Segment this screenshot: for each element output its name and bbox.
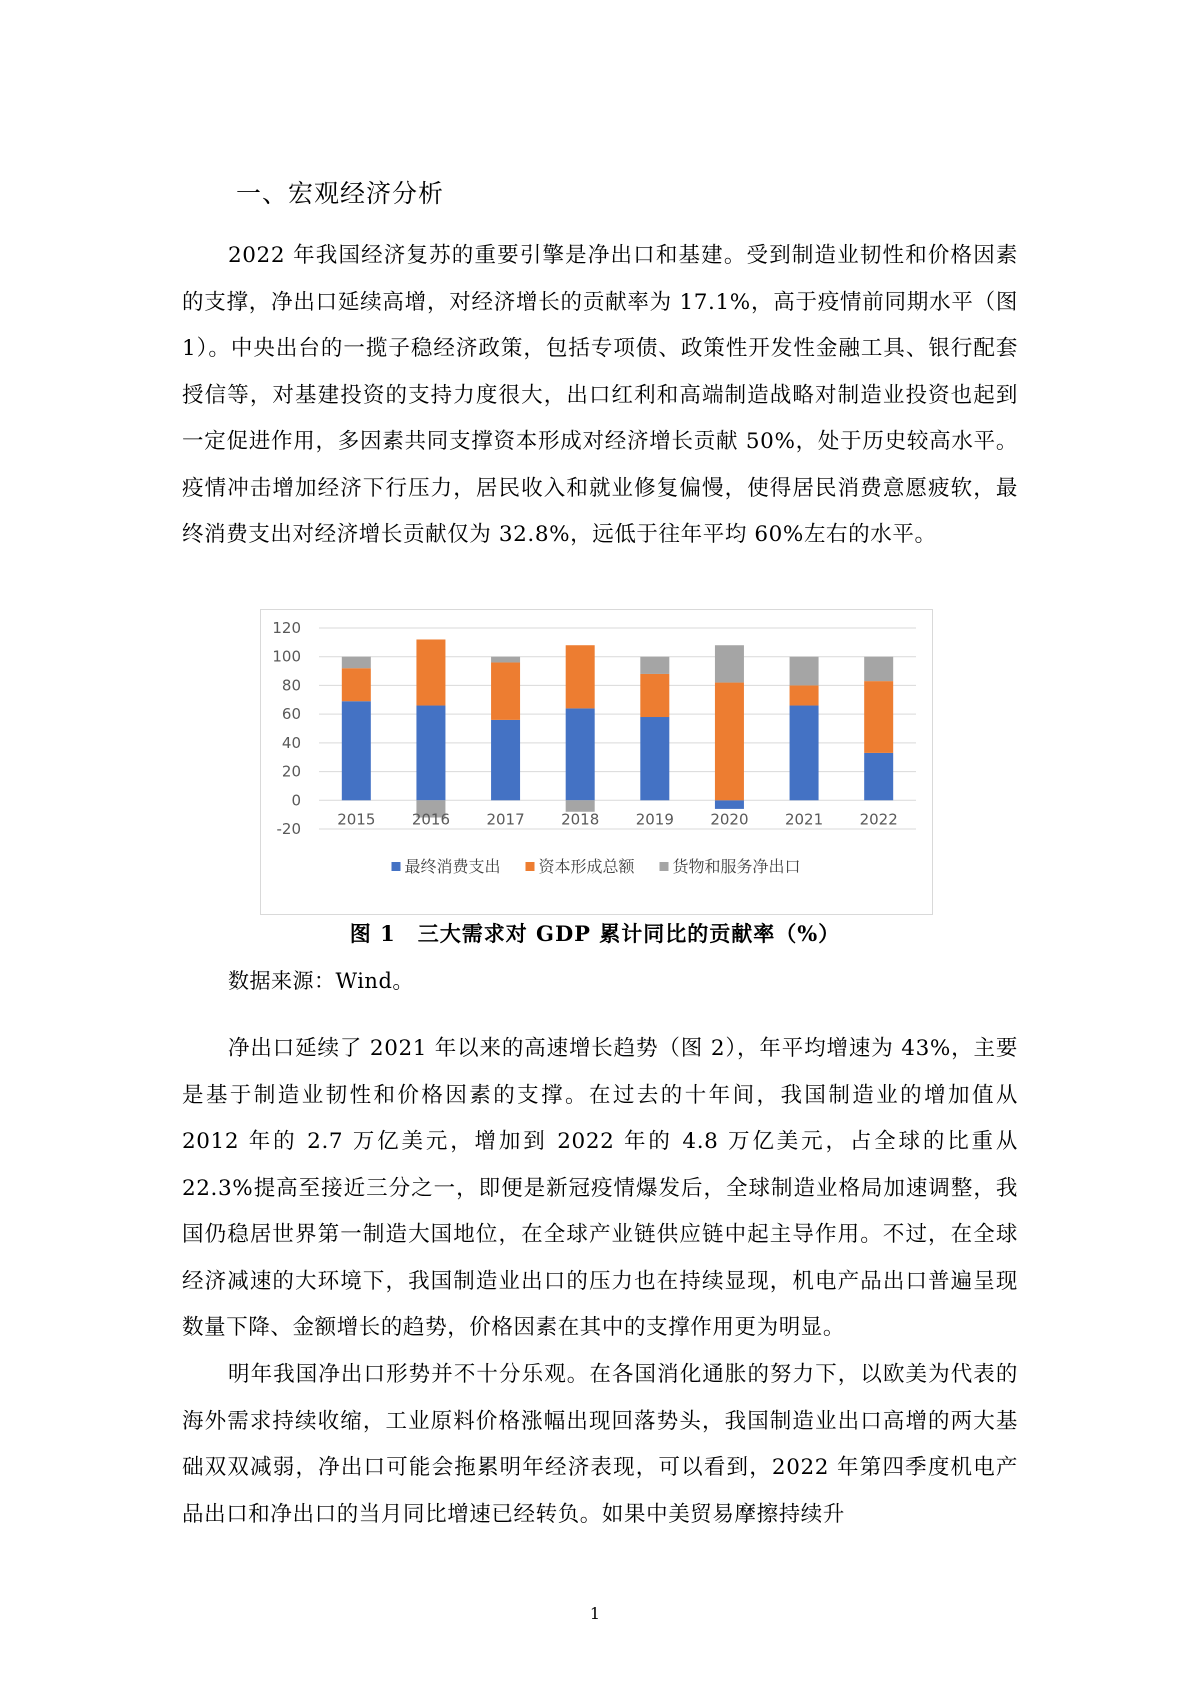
legend-swatch <box>526 862 535 871</box>
y-tick-label: 80 <box>281 676 301 695</box>
bar-最终消费支出-2020 <box>715 800 744 809</box>
paragraph-3: 明年我国净出口形势并不十分乐观。在各国消化通胀的努力下，以欧美为代表的海外需求持续收缩，工业原料价格涨幅出现回落势头，我国制造业出口高增的两大基础双双减弱，净出口可能会拖累明年经济表现，可以看到，2022 年第四季度机电产品出口和净出口的当月同比增速已经转负。如果中美贸易摩擦持续升 <box>182 1362 1018 1527</box>
legend-label: 最终消费支出 <box>404 857 501 876</box>
legend-label: 资本形成总额 <box>538 857 635 876</box>
y-tick-label: -20 <box>276 820 301 838</box>
paragraph-1: 2022 年我国经济复苏的重要引擎是净出口和基建。受到制造业韧性和价格因素的支撑，净出口延续高增，对经济增长的贡献率为 17.1%，高于疫情前同期水平（图 1）。中央出台的一揽子稳经济政策，包括专项债、政策性开发性金融工具、银行配套授信等，对基建投资的支持力度很大，出口红利和高端制造战略对制造业投资也起到一定促进作用，多因素共同支撑资本形成对经济增长贡献 50%，处于历史较高水平。疫情冲击增加经济下行压力，居民收入和就业修复偏慢，使得居民消费意愿疲软，最终消费支出对经济增长贡献仅为 32.8%，远低于往年平均 60%左右的水平。 <box>182 243 1018 547</box>
bar-货物和服务净出口-2021 <box>790 657 819 686</box>
bar-货物和服务净出口-2017 <box>491 657 520 663</box>
figure-caption: 图 1 三大需求对 GDP 累计同比的贡献率（%） <box>349 921 841 946</box>
bar-最终消费支出-2019 <box>640 717 669 800</box>
bar-资本形成总额-2020 <box>715 683 744 801</box>
chart-svg <box>261 610 932 914</box>
y-tick-label: 120 <box>272 619 301 637</box>
bar-最终消费支出-2016 <box>416 706 445 801</box>
bar-最终消费支出-2015 <box>342 701 371 800</box>
x-tick-label: 2015 <box>337 810 376 829</box>
data-source: 数据来源：Wind。 <box>228 969 414 993</box>
bar-资本形成总额-2015 <box>342 668 371 701</box>
y-tick-label: 0 <box>291 791 301 810</box>
bar-货物和服务净出口-2015 <box>342 657 371 668</box>
x-tick-label: 2020 <box>710 810 749 829</box>
x-tick-label: 2018 <box>561 810 600 829</box>
paragraph-2: 净出口延续了 2021 年以来的高速增长趋势（图 2），年平均增速为 43%，主要是基于制造业韧性和价格因素的支撑。在过去的十年间，我国制造业的增加值从 2012 年的 2.7 万亿美元，增加到 2022 年的 4.8 万亿美元，占全球的比重从 22.3%提高至接近三分之一，即便是新冠疫情爆发后，全球制造业格局加速调整，我国仍稳居世界第一制造大国地位，在全球产业链供应链中起主导作用。不过，在全球经济减速的大环境下，我国制造业出口的压力也在持续显现，机电产品出口普遍呈现数量下降、金额增长的趋势，价格因素在其中的支撑作用更为明显。 <box>182 1036 1018 1340</box>
gdp-contribution-chart <box>260 609 933 915</box>
bar-资本形成总额-2017 <box>491 662 520 719</box>
x-tick-label: 2017 <box>486 810 525 829</box>
bar-最终消费支出-2017 <box>491 720 520 800</box>
bar-货物和服务净出口-2020 <box>715 645 744 682</box>
bar-资本形成总额-2018 <box>566 645 595 708</box>
legend-label: 货物和服务净出口 <box>672 857 801 876</box>
bar-资本形成总额-2016 <box>416 639 445 705</box>
bar-资本形成总额-2022 <box>864 681 893 753</box>
y-tick-label: 40 <box>281 733 301 752</box>
x-tick-label: 2022 <box>859 810 898 829</box>
y-tick-label: 20 <box>281 762 301 781</box>
x-tick-label: 2019 <box>635 810 674 829</box>
legend-swatch <box>392 862 401 871</box>
bar-货物和服务净出口-2019 <box>640 657 669 674</box>
x-tick-label: 2016 <box>411 810 451 829</box>
bar-最终消费支出-2021 <box>790 706 819 801</box>
bar-资本形成总额-2021 <box>790 685 819 705</box>
bar-最终消费支出-2018 <box>566 708 595 800</box>
bar-货物和服务净出口-2022 <box>864 657 893 681</box>
page-number: 1 <box>589 1604 601 1623</box>
y-tick-label: 60 <box>281 705 301 724</box>
section-title: 一、宏观经济分析 <box>236 179 445 208</box>
legend-swatch <box>660 862 669 871</box>
bar-资本形成总额-2019 <box>640 674 669 717</box>
y-tick-label: 100 <box>272 647 301 666</box>
bar-最终消费支出-2022 <box>864 753 893 800</box>
x-tick-label: 2021 <box>784 810 824 829</box>
